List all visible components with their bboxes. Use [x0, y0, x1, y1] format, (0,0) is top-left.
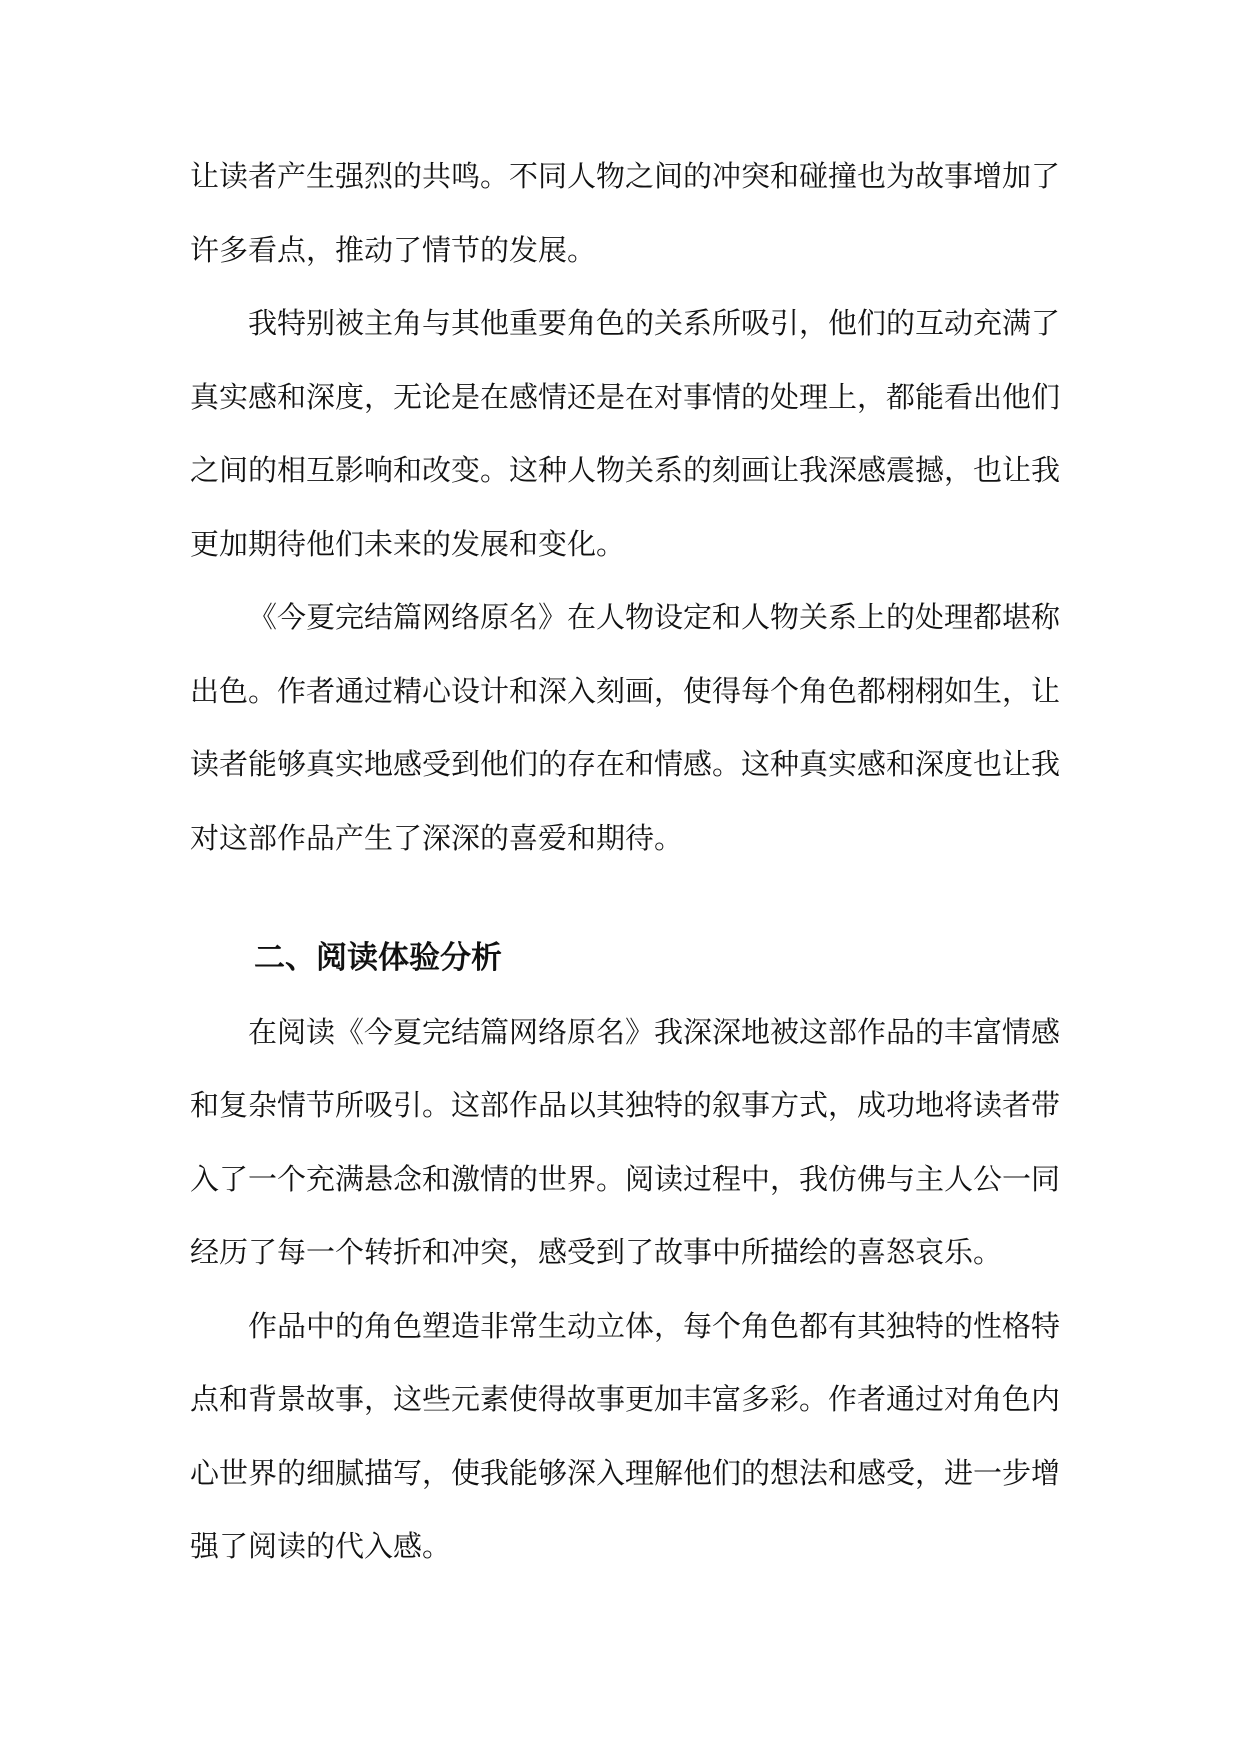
document-body [190, 140, 1060, 1584]
section-spacer [190, 875, 1060, 922]
paragraph-continuation: 让读者产生强烈的共鸣。不同人物之间的冲突和碰撞也为故事增加了许多看点，推动了情节的发展。 [190, 159, 1061, 267]
paragraph-character-relationships: 我特别被主角与其他重要角色的关系所吸引，他们的互动充满了真实感和深度，无论是在感情还是在对事情的处理上，都能看出他们之间的相互影响和改变。这种人物关系的刻画让我深感震撼，也让我更加期待他们未来的发展和变化。 [190, 306, 1061, 561]
section-heading: 二、阅读体验分析 [254, 940, 502, 976]
paragraph-reading-experience: 在阅读《今夏完结篇网络原名》我深深地被这部作品的丰富情感和复杂情节所吸引。这部作品以其独特的叙事方式，成功地将读者带入了一个充满悬念和激情的世界。阅读过程中，我仿佛与主人公一同经历了每一个转折和冲突，感受到了故事中所描绘的喜怒哀乐。 [190, 1014, 1061, 1269]
paragraph-character-summary: 《今夏完结篇网络原名》在人物设定和人物关系上的处理都堪称出色。作者通过精心设计和深入刻画，使得每个角色都栩栩如生，让读者能够真实地感受到他们的存在和情感。这种真实感和深度也让我对这部作品产生了深深的喜爱和期待。 [190, 600, 1061, 855]
paragraph-character-portrayal: 作品中的角色塑造非常生动立体，每个角色都有其独特的性格特点和背景故事，这些元素使得故事更加丰富多彩。作者通过对角色内心世界的细腻描写，使我能够深入理解他们的想法和感受，进一步增强了阅读的代入感。 [190, 1308, 1061, 1563]
